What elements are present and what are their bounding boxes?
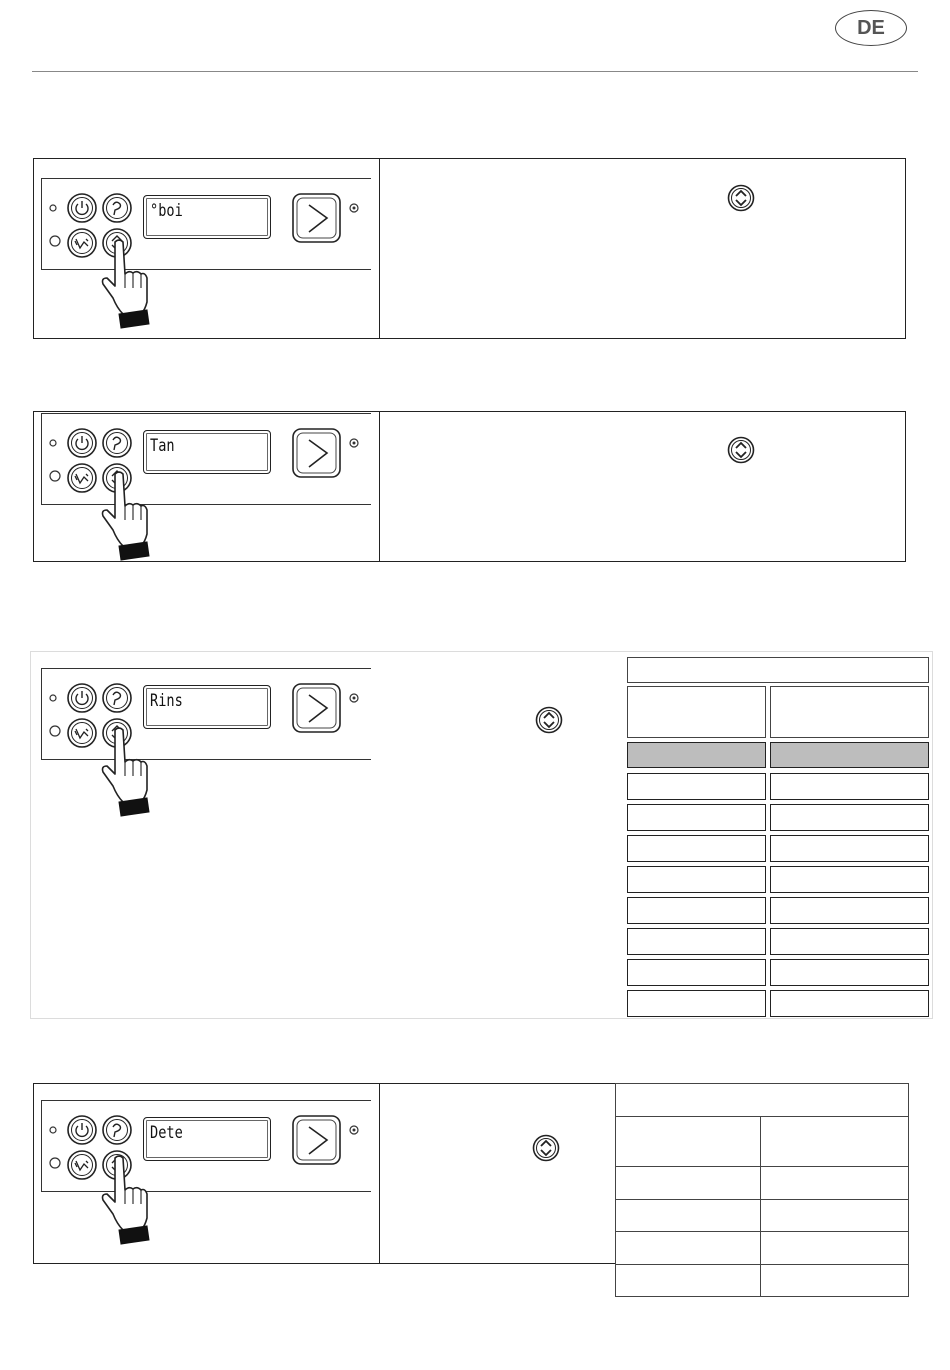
table-header-cell	[627, 657, 929, 683]
table-cell	[615, 1231, 761, 1265]
heater-button[interactable]	[68, 229, 96, 257]
led-icon	[50, 471, 60, 481]
power-button[interactable]	[68, 684, 96, 712]
table-cell	[760, 1166, 909, 1200]
table-cell	[615, 1199, 761, 1233]
next-button[interactable]	[293, 429, 340, 477]
led-icon	[50, 695, 56, 701]
control-panel	[41, 413, 371, 505]
pointing-hand-icon	[95, 726, 155, 818]
table-cell	[627, 959, 766, 986]
table-cell	[770, 866, 929, 893]
led-icon	[50, 205, 56, 211]
heater-button[interactable]	[68, 719, 96, 747]
table-cell	[615, 1264, 761, 1298]
table-cell	[627, 866, 766, 893]
section-tank-divider	[379, 411, 380, 562]
power-button[interactable]	[68, 429, 96, 457]
control-panel	[41, 178, 371, 270]
led-icon	[50, 236, 60, 246]
table-cell	[760, 1231, 909, 1265]
table-cell	[770, 742, 929, 768]
language-badge-label: DE	[857, 16, 885, 39]
section-detergent-divider	[379, 1083, 380, 1264]
program-button[interactable]	[103, 684, 131, 712]
table-header-cell	[615, 1116, 761, 1167]
program-button[interactable]	[103, 1116, 131, 1144]
table-cell	[770, 990, 929, 1017]
led-icon	[50, 726, 60, 736]
led-icon	[50, 1127, 56, 1133]
table-cell	[627, 742, 766, 768]
pointing-hand-icon	[95, 470, 155, 562]
heater-button[interactable]	[68, 1151, 96, 1179]
pointing-hand-icon	[95, 238, 155, 330]
table-header-cell	[760, 1116, 909, 1167]
table-cell	[770, 835, 929, 862]
lcd-display-text: Tan	[150, 436, 175, 456]
table-cell	[627, 835, 766, 862]
table-cell	[770, 928, 929, 955]
power-button[interactable]	[68, 1116, 96, 1144]
table-cell	[627, 773, 766, 800]
table-header-cell	[627, 686, 766, 738]
table-cell	[770, 897, 929, 924]
table-header-cell	[770, 686, 929, 738]
program-button[interactable]	[103, 194, 131, 222]
lcd-display-text: Rins	[150, 691, 183, 711]
table-cell	[760, 1199, 909, 1233]
table-cell	[627, 897, 766, 924]
updown-icon	[727, 436, 755, 464]
control-panel	[41, 668, 371, 760]
updown-icon	[727, 184, 755, 212]
table-cell	[627, 928, 766, 955]
pointing-hand-icon	[95, 1154, 155, 1246]
program-button[interactable]	[103, 429, 131, 457]
lcd-display-text: °boi	[150, 201, 183, 221]
table-cell	[770, 773, 929, 800]
lcd-display-text: Dete	[150, 1123, 183, 1143]
table-cell	[760, 1264, 909, 1298]
next-button[interactable]	[293, 194, 340, 242]
table-cell	[627, 804, 766, 831]
next-button[interactable]	[293, 1116, 340, 1164]
control-panel	[41, 1100, 371, 1192]
table-cell	[770, 804, 929, 831]
table-header-cell	[615, 1083, 909, 1117]
updown-icon	[535, 706, 563, 734]
next-button[interactable]	[293, 684, 340, 732]
led-icon	[50, 440, 56, 446]
heater-button[interactable]	[68, 464, 96, 492]
section-boiler-divider	[379, 158, 380, 339]
header-rule	[32, 71, 918, 72]
table-cell	[770, 959, 929, 986]
table-cell	[627, 990, 766, 1017]
table-cell	[615, 1166, 761, 1200]
updown-icon	[532, 1134, 560, 1162]
power-button[interactable]	[68, 194, 96, 222]
language-badge	[835, 10, 907, 46]
led-icon	[50, 1158, 60, 1168]
